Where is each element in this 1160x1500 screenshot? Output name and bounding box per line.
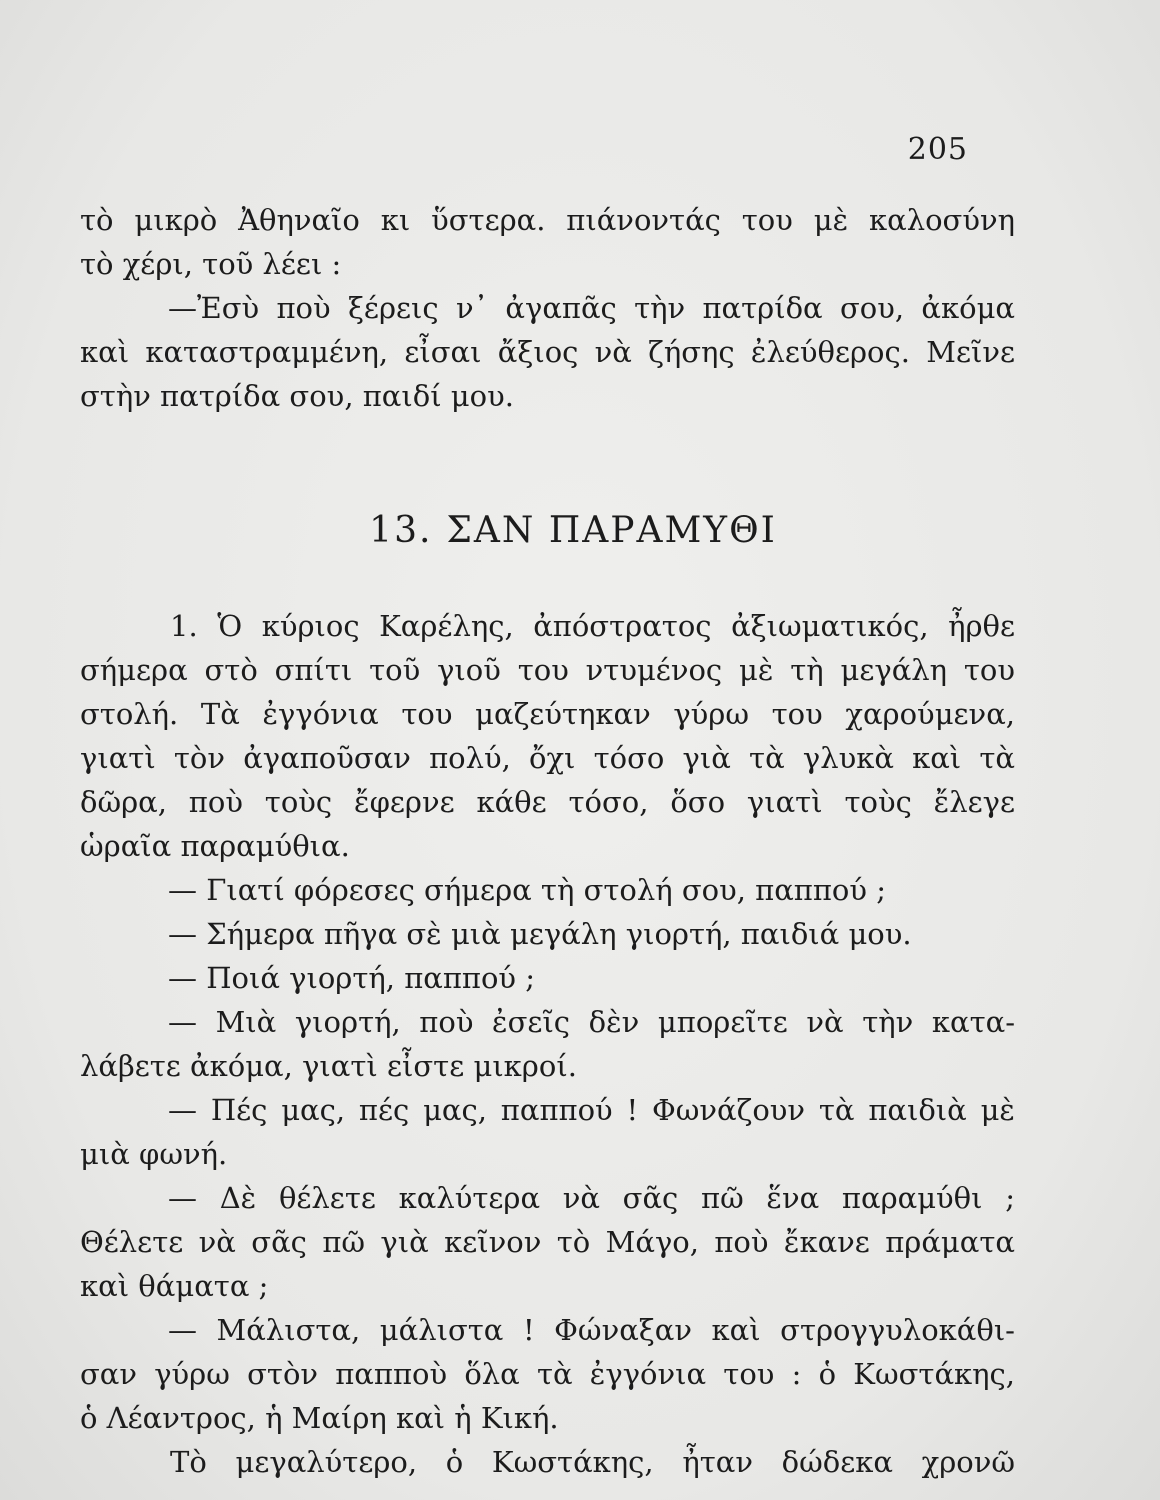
chapter-title: ΣΑΝ ΠΑΡΑΜΥΘΙ [446, 510, 777, 551]
text-line: τὸ χέρι, τοῦ λέει : [80, 247, 342, 281]
dialogue-line: — Σήμερα πῆγα σὲ μιὰ μεγάλη γιορτή, παιδιά μου. [168, 917, 912, 951]
chapter-body [80, 604, 1015, 1484]
dialogue-line: — Ποιά γιορτή, παππού ; [168, 961, 536, 995]
text-line: Τὸ μεγαλύτερο, ὁ Κωστάκης, ἦταν δώδεκα χρονῶ [170, 1445, 1015, 1479]
text-line: καὶ θάματα ; [80, 1269, 269, 1303]
chapter-number: 13. [369, 510, 433, 551]
dialogue-line: — Μιὰ γιορτή, ποὺ ἐσεῖς δὲν μπορεῖτε νὰ τὴν κατα- [168, 1005, 1015, 1039]
intro-paragraph [80, 198, 1015, 418]
text-line: στὴν πατρίδα σου, παιδί μου. [80, 379, 514, 413]
text-line: καὶ καταστραμμένη, εἶσαι ἄξιος νὰ ζήσης ἐλεύθερος. Μεῖνε [80, 335, 1015, 369]
text-line: λάβετε ἀκόμα, γιατὶ εἶστε μικροί. [80, 1049, 577, 1083]
text-line: στολή. Τὰ ἐγγόνια του μαζεύτηκαν γύρω του χαρούμενα, [80, 697, 1015, 731]
text-line: δῶρα, ποὺ τοὺς ἔφερνε κάθε τόσο, ὅσο γιατὶ τοὺς ἔλεγε [80, 785, 1015, 819]
text-line: τὸ μικρὸ Ἀθηναῖο κι ὕστερα. πιάνοντάς του μὲ καλοσύνη [80, 203, 1015, 237]
text-line: μιὰ φωνή. [80, 1137, 228, 1171]
text-line: Θέλετε νὰ σᾶς πῶ γιὰ κεῖνον τὸ Μάγο, ποὺ ἔκανε πράματα [80, 1225, 1015, 1259]
chapter-heading [0, 510, 1160, 551]
text-line: ὡραῖα παραμύθια. [80, 829, 350, 863]
dialogue-line: — Μάλιστα, μάλιστα ! Φώναξαν καὶ στρογγυλοκάθι- [168, 1313, 1015, 1347]
dialogue-line: — Γιατί φόρεσες σήμερα τὴ στολή σου, παππού ; [168, 873, 887, 907]
text-line: ὁ Λέαντρος, ἡ Μαίρη καὶ ἡ Κική. [80, 1401, 559, 1435]
text-line: —Ἐσὺ ποὺ ξέρεις ν᾽ ἀγαπᾶς τὴν πατρίδα σου, ἀκόμα [168, 291, 1015, 325]
text-line: σήμερα στὸ σπίτι τοῦ γιοῦ του ντυμένος μὲ τὴ μεγάλη του [80, 653, 1015, 687]
text-line: 1. Ὁ κύριος Καρέλης, ἀπόστρατος ἀξιωματικός, ἦρθε [170, 609, 1015, 643]
text-line: σαν γύρω στὸν παπποὺ ὅλα τὰ ἐγγόνια του : ὁ Κωστάκης, [80, 1357, 1015, 1391]
dialogue-line: — Δὲ θέλετε καλύτερα νὰ σᾶς πῶ ἕνα παραμύθι ; [168, 1181, 1015, 1215]
text-line: γιατὶ τὸν ἀγαποῦσαν πολύ, ὄχι τόσο γιὰ τὰ γλυκὰ καὶ τὰ [80, 741, 1015, 775]
dialogue-line: — Πές μας, πές μας, παππού ! Φωνάζουν τὰ παιδιὰ μὲ [168, 1093, 1015, 1127]
page-number: 205 [907, 132, 968, 167]
